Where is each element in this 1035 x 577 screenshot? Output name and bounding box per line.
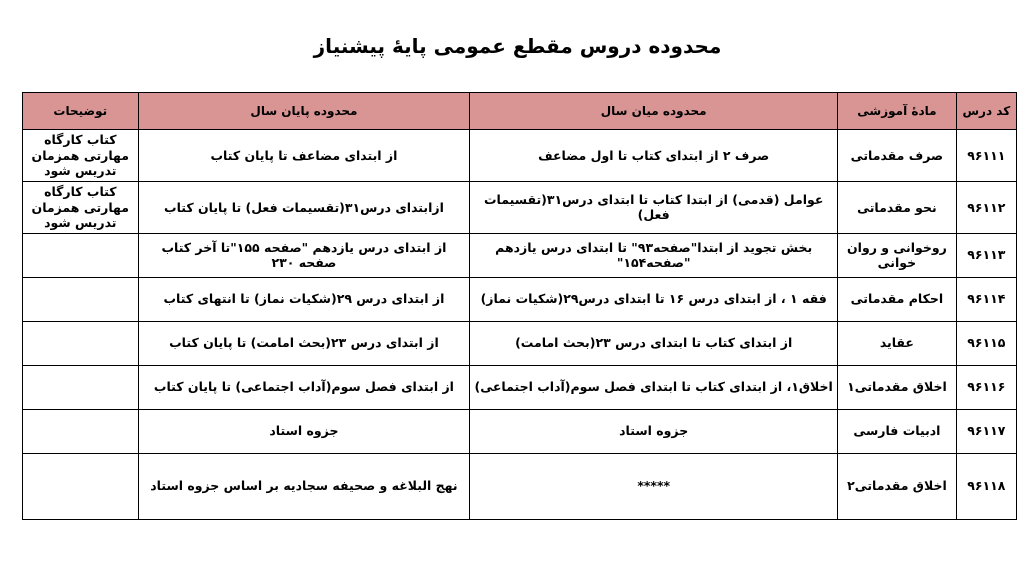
course-final: ازابتدای درس۳۱(تقسیمات فعل) تا پایان کتاب <box>138 181 470 233</box>
course-final: از ابتدای درس یازدهم "صفحه ۱۵۵"تا آخر کتاب صفحه ۲۳۰ <box>138 233 470 277</box>
course-code: ۹۶۱۱۸ <box>956 453 1016 519</box>
header-notes: توضیحات <box>23 93 139 130</box>
table-row <box>23 277 1017 321</box>
course-notes <box>23 365 139 409</box>
course-final: از ابتدای مضاعف تا پایان کتاب <box>138 130 470 182</box>
header-code: کد درس <box>956 93 1016 130</box>
table-row <box>23 453 1017 519</box>
course-final: نهج البلاغه و صحیفه سجادیه بر اساس جزوه استاد <box>138 453 470 519</box>
course-midterm: بخش تجوید از ابتدا"صفحه۹۳" تا ابتدای درس یازدهم "صفحه۱۵۴" <box>470 233 838 277</box>
course-notes <box>23 321 139 365</box>
course-midterm: عوامل (قدمی) از ابتدا کتاب تا ابتدای درس۳۱(تقسیمات فعل) <box>470 181 838 233</box>
course-final: از ابتدای درس ۲۳(بحث امامت) تا پایان کتاب <box>138 321 470 365</box>
course-midterm: ***** <box>470 453 838 519</box>
table-row <box>23 233 1017 277</box>
course-midterm: فقه ۱ ، از ابتدای درس ۱۶ تا ابتدای درس۲۹(شکیات نماز) <box>470 277 838 321</box>
table-row <box>23 181 1017 233</box>
table-row <box>23 321 1017 365</box>
course-code: ۹۶۱۱۶ <box>956 365 1016 409</box>
course-final: از ابتدای فصل سوم(آداب اجتماعی) تا پایان کتاب <box>138 365 470 409</box>
course-notes <box>23 277 139 321</box>
course-notes <box>23 233 139 277</box>
course-final: از ابتدای درس ۲۹(شکیات نماز) تا انتهای کتاب <box>138 277 470 321</box>
course-midterm: صرف ۲ از ابتدای کتاب تا اول مضاعف <box>470 130 838 182</box>
table-row <box>23 409 1017 453</box>
course-subject: عقاید <box>838 321 957 365</box>
course-notes <box>23 453 139 519</box>
course-code: ۹۶۱۱۳ <box>956 233 1016 277</box>
course-final: جزوه استاد <box>138 409 470 453</box>
course-code: ۹۶۱۱۲ <box>956 181 1016 233</box>
table-row <box>23 130 1017 182</box>
course-subject: اخلاق مقدماتی۱ <box>838 365 957 409</box>
course-subject: ادبیات فارسی <box>838 409 957 453</box>
table-row <box>23 365 1017 409</box>
course-subject: اخلاق مقدماتی۲ <box>838 453 957 519</box>
course-range-table <box>22 92 1017 520</box>
course-midterm: جزوه استاد <box>470 409 838 453</box>
header-final: محدوده پایان سال <box>138 93 470 130</box>
course-subject: نحو مقدماتی <box>838 181 957 233</box>
page-title: محدوده دروس مقطع عمومی پایۀ پیشنیاز <box>313 34 722 58</box>
table-header-row <box>23 93 1017 130</box>
course-midterm: از ابتدای کتاب تا ابتدای درس ۲۳(بحث امامت) <box>470 321 838 365</box>
course-code: ۹۶۱۱۷ <box>956 409 1016 453</box>
course-midterm: اخلاق۱، از ابتدای کتاب تا ابتدای فصل سوم(آداب اجتماعی) <box>470 365 838 409</box>
course-code: ۹۶۱۱۴ <box>956 277 1016 321</box>
header-subject: مادۀ آموزشی <box>838 93 957 130</box>
course-subject: احکام مقدماتی <box>838 277 957 321</box>
course-code: ۹۶۱۱۵ <box>956 321 1016 365</box>
header-midterm: محدوده میان سال <box>470 93 838 130</box>
course-notes: کتاب کارگاه مهارتی همزمان تدریس شود <box>23 181 139 233</box>
course-subject: روخوانی و روان خوانی <box>838 233 957 277</box>
course-subject: صرف مقدماتی <box>838 130 957 182</box>
course-notes: کتاب کارگاه مهارتی همزمان تدریس شود <box>23 130 139 182</box>
course-code: ۹۶۱۱۱ <box>956 130 1016 182</box>
course-notes <box>23 409 139 453</box>
